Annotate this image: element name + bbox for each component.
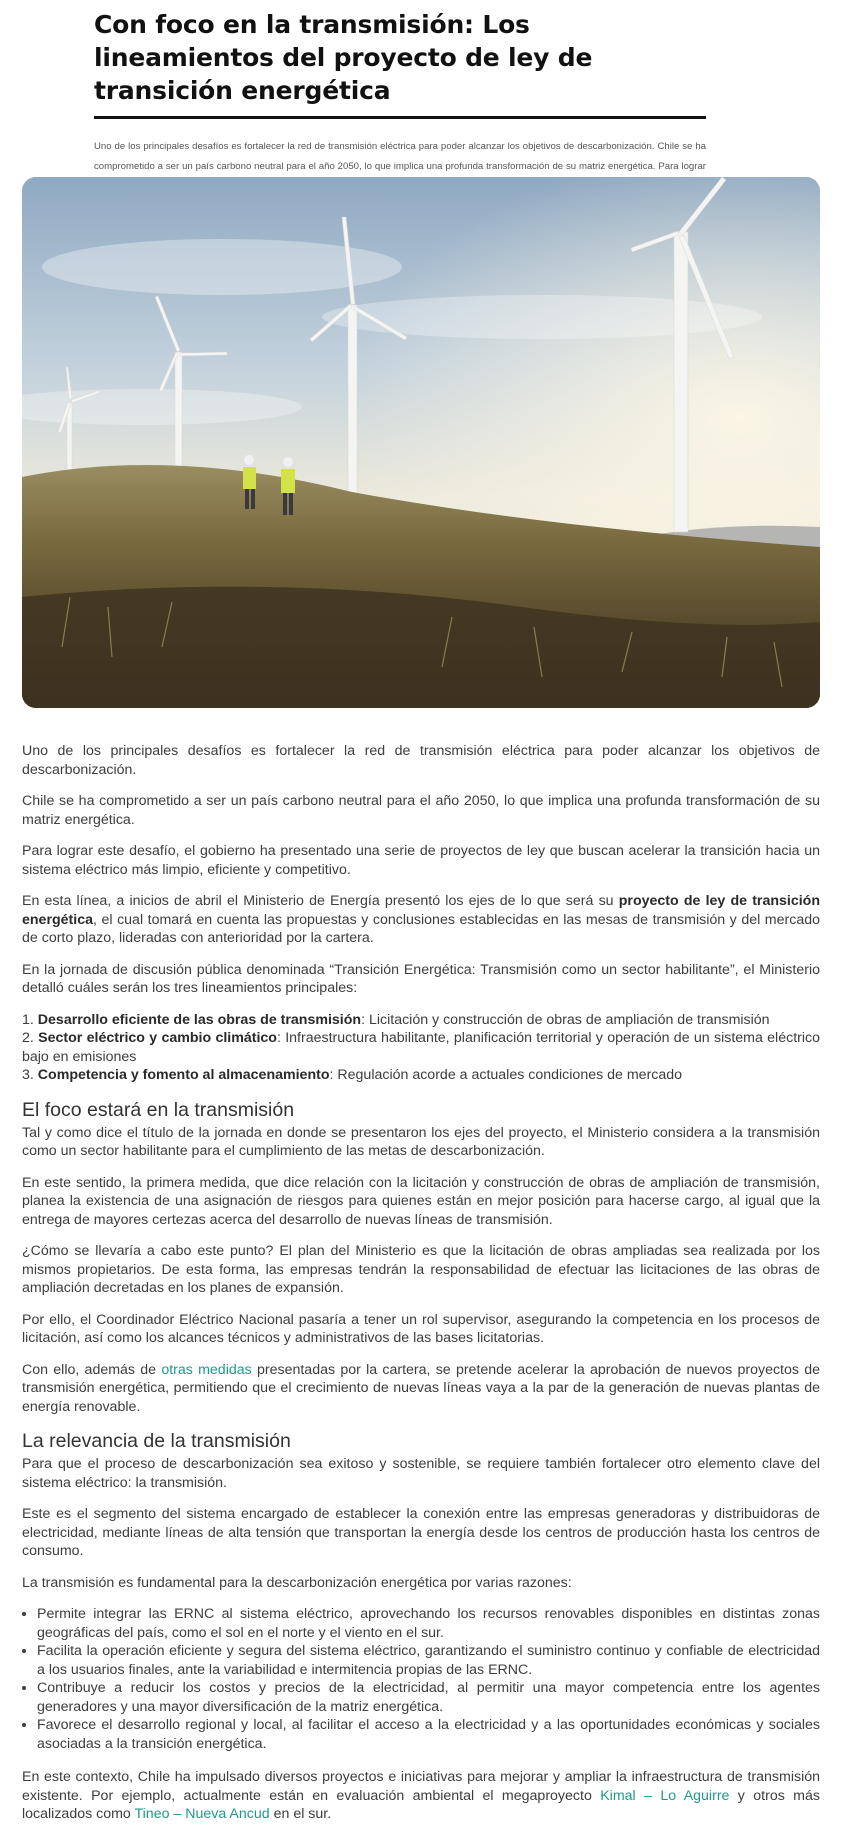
paragraph: En este sentido, la primera medida, que dice relación con la licitación y construcción de obras de ampliación de transmisión, planea la existencia de una asignación de riesgos para quienes están en mejor posición para hacerse cargo, al igual que la entrega de mayores certezas acerca del desarrollo de nuevas líneas de transmisión. xyxy=(22,1174,820,1228)
paragraph xyxy=(22,1361,820,1417)
article-header xyxy=(94,8,706,197)
section-heading: El foco estará en la transmisión xyxy=(22,1098,295,1121)
paragraph-text: , el cual tomará en cuenta las propuestas y conclusiones establecidas en las mesas de transmisión y del mercado de corto plazo, lideradas con anterioridad por la cartera. xyxy=(22,911,820,946)
reasons-list xyxy=(22,1605,820,1753)
paragraph: Para lograr este desafío, el gobierno ha presentado una serie de proyectos de ley que buscan acelerar la transición hacia un sistema eléctrico más limpio, eficiente y competitivo. xyxy=(22,843,820,878)
article-body xyxy=(22,742,820,1837)
list-item: • Favorece el desarrollo regional y local, al facilitar el acceso a la electricidad y a las oportunidades económicas y sociales asociadas a la transición energética. xyxy=(37,1716,820,1753)
title-divider xyxy=(94,116,706,119)
guideline-item xyxy=(22,1066,820,1085)
tineo-nueva-ancud-link[interactable]: Tineo – Nueva Ancud xyxy=(134,1806,270,1822)
section-heading: La relevancia de la transmisión xyxy=(22,1430,291,1452)
guideline-number: 2. xyxy=(22,1030,34,1046)
guideline-item xyxy=(22,1011,820,1030)
otras-medidas-link[interactable]: otras medidas xyxy=(161,1361,252,1378)
list-item: • Permite integrar las ERNC al sistema eléctrico, aprovechando los recursos renovables disponibles en distintas zonas geográficas del país, como el sol en el norte y el viento en el sur. xyxy=(37,1605,820,1642)
paragraph: Uno de los principales desafíos es fortalecer la red de transmisión eléctrica para poder alcanzar los objetivos de descarbonización. xyxy=(22,743,820,778)
guideline-title: Competencia y fomento al almacenamiento xyxy=(37,1067,330,1083)
article-title: Con foco en la transmisión: Los lineamientos del proyecto de ley de transición energética xyxy=(94,10,593,105)
kimal-lo-aguirre-link[interactable]: Kimal – Lo Aguirre xyxy=(600,1787,730,1804)
paragraph xyxy=(22,1768,820,1824)
paragraph: Para que el proceso de descarbonización sea exitoso y sostenible, se requiere también fortalecer otro elemento clave del sistema eléctrico: la transmisión. xyxy=(22,1456,820,1491)
guideline-title: Desarrollo eficiente de las obras de transmisión xyxy=(37,1011,362,1028)
paragraph-text: en el sur. xyxy=(269,1806,332,1822)
guideline-text: : Infraestructura habilitante, planificación territorial y operación de un sistema eléctrico bajo en emisiones xyxy=(22,1030,820,1065)
paragraph: En la jornada de discusión pública denominada “Transición Energética: Transmisión como un sector habilitante”, el Ministerio detalló cuáles serán los tres lineamientos principales: xyxy=(22,961,820,996)
paragraph-text: En este contexto, Chile ha impulsado diversos proyectos e iniciativas para mejorar y ampliar la infraestructura de transmisión existente. Por ejemplo, actualmente están en evaluación ambiental el megaproyecto xyxy=(22,1769,820,1804)
paragraph: Por ello, el Coordinador Eléctrico Nacional pasaría a tener un rol supervisor, asegurando la competencia en los procesos de licitación, así como los alcances técnicos y administrativos de las bases licitatorias. xyxy=(22,1311,820,1346)
bold-text: proyecto de ley de transición energética xyxy=(22,893,820,928)
guideline-number: 1. xyxy=(22,1011,34,1028)
guideline-item xyxy=(22,1029,820,1066)
wind-turbines-photo xyxy=(22,177,820,708)
list-item: • Contribuye a reducir los costos y precios de la electricidad, al permitir una mayor competencia entre los agentes generadores y una mayor diversificación de la matriz energética. xyxy=(37,1679,820,1716)
guideline-number: 3. xyxy=(22,1067,34,1083)
paragraph: Este es el segmento del sistema encargado de establecer la conexión entre las empresas generadoras y distribuidoras de electricidad, mediante líneas de alta tensión que transportan la energía desde los centros de producción hasta los centros de consumo. xyxy=(22,1506,820,1559)
article-excerpt: Uno de los principales desafíos es fortalecer la red de transmisión eléctrica para poder alcanzar los objetivos de descarbonización. Chile se ha comprometido a ser un país carbono neutral para el año 2050, lo que implica una profunda transformación de su matriz energética. Para lograr xyxy=(94,141,706,172)
paragraph: Tal y como dice el título de la jornada en donde se presentaron los ejes del proyecto, el Ministerio considera a la transmisión como un sector habilitante para el cumplimiento de las metas de descarbonización. xyxy=(22,1124,820,1159)
paragraph-text: En esta línea, a inicios de abril el Ministerio de Energía presentó los ejes de lo que será su xyxy=(22,893,619,909)
paragraph-text: Con ello, además de xyxy=(22,1361,162,1378)
guideline-text: : Regulación acorde a actuales condiciones de mercado xyxy=(329,1067,683,1083)
paragraph-text: presentadas por la cartera, se pretende acelerar la aprobación de nuevos proyectos de transmisión energética, permitiendo que el crecimiento de nuevas líneas vaya a la par de la generación de nuevas plantas de energía renovable. xyxy=(22,1361,821,1415)
list-item: • Facilita la operación eficiente y segura del sistema eléctrico, garantizando el suministro continuo y confiable de electricidad a los usuarios finales, ante la variabilidad e intermitencia propias de las ERNC. xyxy=(37,1642,820,1679)
guidelines-list xyxy=(22,1011,820,1085)
guideline-text: : Licitación y construcción de obras de ampliación de transmisión xyxy=(361,1011,770,1028)
paragraph: Chile se ha comprometido a ser un país carbono neutral para el año 2050, lo que implica una profunda transformación de su matriz energética. xyxy=(22,793,820,828)
paragraph xyxy=(22,892,820,948)
paragraph: La transmisión es fundamental para la descarbonización energética por varias razones: xyxy=(22,1574,572,1591)
paragraph: ¿Cómo se llevaría a cabo este punto? El plan del Ministerio es que la licitación de obras ampliadas sea realizada por los mismos propietarios. De esta forma, las empresas tendrán la responsabilidad de efectuar las licitaciones de las obras de ampliación decretadas en los planes de expansión. xyxy=(22,1243,820,1296)
hero-image xyxy=(22,177,820,708)
guideline-title: Sector eléctrico y cambio climático xyxy=(38,1030,277,1046)
paragraph-text: y otros más localizados como xyxy=(22,1787,820,1822)
